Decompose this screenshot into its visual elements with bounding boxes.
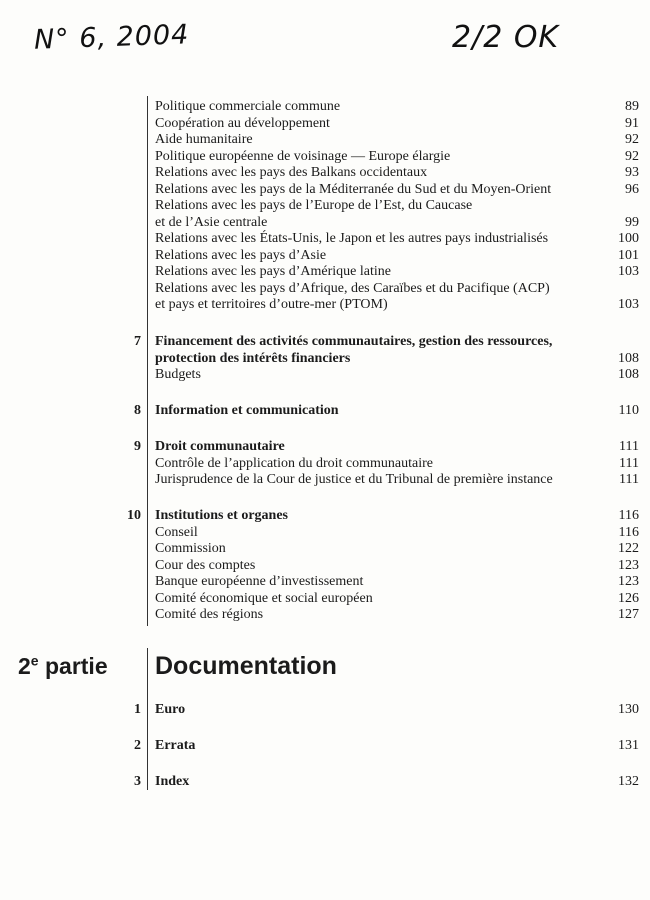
toc-entry[interactable]: Relations avec les pays d’Afrique, des Caraïbes et du Pacifique (ACP): [155, 280, 550, 296]
toc-divider-line: [147, 96, 148, 626]
chapter-title[interactable]: Financement des activités communautaires, gestion des ressources,: [155, 334, 553, 349]
toc-entry[interactable]: Relations avec les pays d’Amérique latine 103: [155, 264, 639, 279]
toc-entry[interactable]: Banque européenne d’investissement 123: [155, 574, 639, 589]
toc-entry[interactable]: Comité économique et social européen 126: [155, 590, 639, 606]
toc-entry[interactable]: Contrôle de l’application du droit communautaire 111: [155, 455, 639, 471]
toc-entry[interactable]: Relations avec les pays de la Méditerranée du Sud et du Moyen-Orient 96: [155, 181, 639, 197]
toc-entry[interactable]: Politique commerciale commune 89: [155, 99, 639, 114]
chapter-title[interactable]: Index 132: [155, 774, 639, 789]
toc-entry[interactable]: Relations avec les pays d’Asie 101: [155, 247, 639, 263]
chapter-number: 9: [134, 439, 141, 454]
chapter-number: 8: [134, 403, 141, 418]
toc-entry[interactable]: Jurisprudence de la Cour de justice et du Tribunal de première instance 111: [155, 472, 639, 487]
toc-entry[interactable]: Cour des comptes 123: [155, 557, 639, 573]
toc-entry[interactable]: Aide humanitaire 92: [155, 132, 639, 147]
chapter-title-line2[interactable]: protection des intérêts financiers 108: [155, 350, 639, 366]
part-label: 2e partie: [18, 652, 108, 679]
toc-divider-line-part2: [147, 648, 148, 790]
toc-entry[interactable]: Commission 122: [155, 541, 639, 556]
chapter-number: 10: [127, 508, 141, 523]
part-title[interactable]: Documentation: [155, 652, 337, 680]
toc-entry[interactable]: Relations avec les pays de l’Europe de l’Est, du Caucase: [155, 198, 473, 213]
chapter-number: 1: [134, 702, 141, 717]
chapter-number: 2: [134, 738, 141, 753]
handwritten-check-note: 2/2 OK: [452, 20, 560, 55]
toc-entry[interactable]: Budgets 108: [155, 367, 639, 382]
chapter-title[interactable]: Institutions et organes 116: [155, 508, 639, 523]
toc-entry[interactable]: Comité des régions 127: [155, 607, 639, 622]
chapter-title[interactable]: Information et communication 110: [155, 403, 639, 418]
chapter-title[interactable]: Euro 130: [155, 702, 639, 717]
handwritten-issue-note: N° 6, 2004: [33, 19, 190, 56]
toc-entry[interactable]: Relations avec les pays des Balkans occidentaux 93: [155, 165, 639, 180]
toc-entry[interactable]: Coopération au développement 91: [155, 115, 639, 131]
chapter-title[interactable]: Droit communautaire 111: [155, 439, 639, 454]
toc-entry[interactable]: Politique européenne de voisinage — Europe élargie 92: [155, 148, 639, 164]
toc-entry[interactable]: et de l’Asie centrale 99: [155, 214, 639, 230]
toc-entry[interactable]: Conseil 116: [155, 524, 639, 540]
toc-entry[interactable]: Relations avec les États-Unis, le Japon et les autres pays industrialisés 100: [155, 231, 639, 246]
chapter-title[interactable]: Errata 131: [155, 738, 639, 753]
chapter-number: 3: [134, 774, 141, 789]
toc-entry[interactable]: et pays et territoires d’outre-mer (PTOM) 103: [155, 297, 639, 312]
chapter-number: 7: [134, 334, 141, 349]
